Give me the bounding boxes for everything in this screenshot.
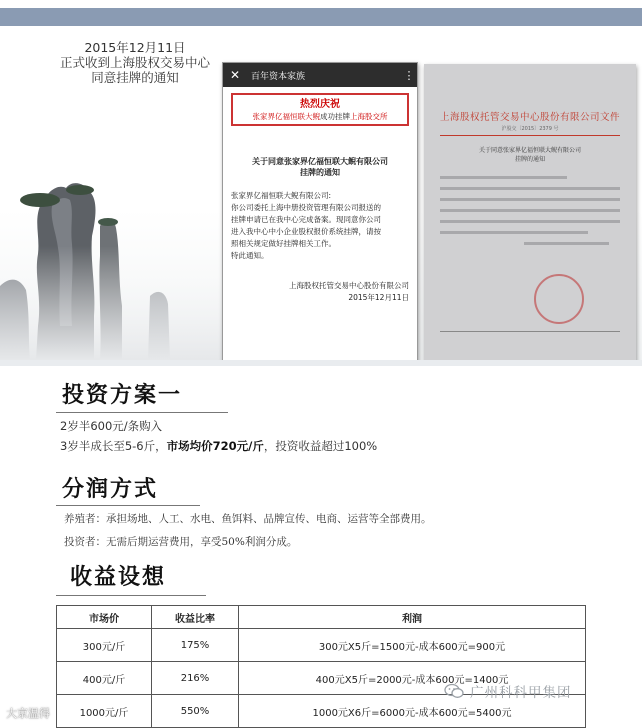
notice-body <box>223 190 417 262</box>
slide-header-bar <box>0 8 642 26</box>
notice-line: 你公司委托上海中册投资管理有限公司报送的 <box>231 203 381 212</box>
document-number: 沪股交〔2015〕2379 号 <box>501 126 559 132</box>
section-title-expected-return: 收益设想 <box>70 564 167 590</box>
wechat-notice-screenshot <box>222 62 418 360</box>
document-heading: 上海股权托管交易中心股份有限公司文件 <box>439 112 620 123</box>
celebration-banner <box>231 93 409 126</box>
header-return-ratio: 收益比率 <box>152 606 239 629</box>
official-document-photo <box>424 64 636 360</box>
farmer-responsibility: 养殖者：承担场地、人工、水电、鱼饵料、品牌宣传、电商、运营等全部费用。 <box>64 513 432 525</box>
wechat-icon <box>444 683 464 699</box>
cell-price: 1000元/斤 <box>57 695 152 728</box>
top-margin <box>0 0 642 8</box>
banner-heading: 热烈庆祝 <box>300 99 340 110</box>
watermark-right-text: 广州科科甲集团 <box>470 685 572 701</box>
plan-growth-text: 3岁半成长至5-6斤， <box>60 439 167 453</box>
plan-market-price: 市场均价720元/斤 <box>166 439 264 453</box>
watermark-right <box>444 681 572 701</box>
banner-listed: 成功挂牌 <box>320 112 350 121</box>
cell-ratio: 550% <box>152 695 239 728</box>
cell-price: 400元/斤 <box>57 662 152 695</box>
slide-date-title <box>30 40 240 85</box>
investor-benefit <box>64 534 297 549</box>
section-title-investment-plan: 投资方案一 <box>62 382 183 408</box>
cell-ratio: 175% <box>152 629 239 662</box>
notice-line: 挂牌申请已在我中心完成备案。现同意你公司 <box>231 215 381 224</box>
notice-title-line: 挂牌的通知 <box>300 168 340 177</box>
signature-date: 2015年12月11日 <box>348 293 409 302</box>
red-seal-stamp <box>534 274 584 324</box>
date-title-line: 正式收到上海股权交易中心 <box>59 55 210 70</box>
mountain-rock-image <box>0 166 230 360</box>
plan-line-purchase: 2岁半600元/条购入 <box>60 419 163 433</box>
wechat-title-bar <box>223 63 417 87</box>
slide-divider <box>0 360 642 366</box>
section-underline <box>56 595 206 596</box>
table-row <box>57 629 586 662</box>
subject-line: 关于同意张家界亿福恒联大鲵有限公司 <box>478 147 581 154</box>
plan-line-growth <box>60 438 377 454</box>
document-red-rule <box>440 135 620 136</box>
section-underline <box>56 505 200 506</box>
banner-subtitle <box>235 111 405 122</box>
header-profit: 利润 <box>239 606 586 629</box>
investor-share: 50% <box>221 536 245 548</box>
banner-company: 张家界亿福恒联大鲵 <box>252 112 320 121</box>
plan-return-text: ，投资收益超过100% <box>263 439 378 453</box>
cell-profit: 1000元X6斤=6000元-成本600元=5400元 <box>239 695 586 728</box>
cell-profit: 400元X5斤=2000元-成本600元=1400元 <box>239 662 586 695</box>
document-subject <box>424 146 636 164</box>
section-title-profit-sharing: 分润方式 <box>62 476 159 502</box>
profit-table <box>56 605 586 728</box>
table-header-row <box>57 606 586 629</box>
header-market-price: 市场价 <box>57 606 152 629</box>
notice-title-line: 关于同意张家界亿福恒联大鲵有限公司 <box>252 157 388 166</box>
notice-line: 照相关规定做好挂牌相关工作。 <box>231 239 336 248</box>
wechat-account-title: 百年资本家族 <box>251 71 306 82</box>
notice-signature <box>223 280 417 304</box>
cell-ratio: 216% <box>152 662 239 695</box>
listing-notice-slide <box>0 26 642 360</box>
signature-org: 上海股权托管交易中心股份有限公司 <box>289 281 409 290</box>
notice-line: 进入我中心中小企业股权报价系统挂牌，请按 <box>231 227 381 236</box>
date-title-line: 同意挂牌的通知 <box>91 70 179 85</box>
notice-line: 张家界亿福恒联大鲵有限公司: <box>231 191 332 200</box>
date-title-line: 2015年12月11日 <box>84 40 186 55</box>
more-icon[interactable]: ⋮ <box>403 68 415 82</box>
cell-profit: 300元X5斤=1500元-成本600元=900元 <box>239 629 586 662</box>
document-footer-rule <box>440 331 620 332</box>
notice-title <box>223 156 417 178</box>
investor-text: 投资者：无需后期运营费用，享受 <box>64 536 222 548</box>
watermark-left: 大京温得 <box>6 707 50 720</box>
investor-text-end: 利润分成。 <box>244 536 298 548</box>
close-icon[interactable]: ✕ <box>229 68 241 82</box>
section-underline <box>56 412 228 413</box>
banner-exchange: 上海股交所 <box>350 112 388 121</box>
cell-price: 300元/斤 <box>57 629 152 662</box>
document-body-lines <box>424 176 636 245</box>
subject-line: 挂牌的通知 <box>514 156 545 163</box>
notice-line: 特此通知。 <box>231 251 269 260</box>
